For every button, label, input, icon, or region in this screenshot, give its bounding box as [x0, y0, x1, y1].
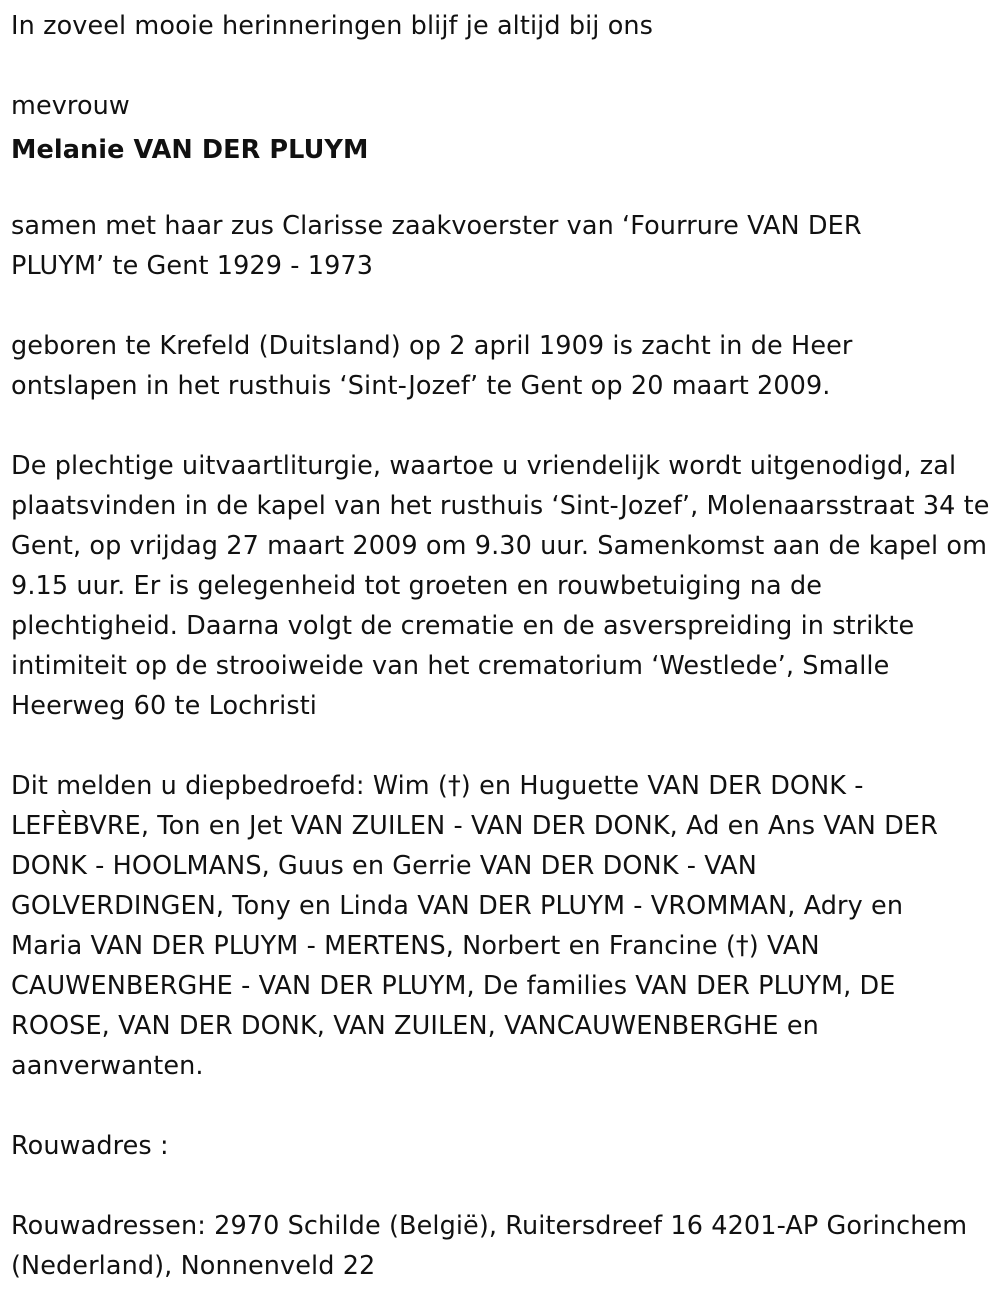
- address-details: Rouwadressen: 2970 Schilde (België), Ruitersdreef 16 4201-AP Gorinchem (Nederland), Nonnenveld 22: [11, 1211, 968, 1281]
- announcement-paragraph: Dit melden u diepbedroefd: Wim (†) en Huguette VAN DER DONK - LEFÈBVRE, Ton en Jet VAN ZUILEN - VAN DER DONK, Ad en Ans VAN DER DONK - HOOLMANS, Guus en Gerrie VAN DER DONK - VAN GOLVERDINGEN, Tony en Linda VAN DER PLUYM - VROMMAN, Adry en Maria VAN DER PLUYM - MERTENS, Norbert en Francine (†) VAN CAUWENBERGHE - VAN DER PLUYM, De families VAN DER PLUYM, DE ROOSE, VAN DER DONK, VAN ZUILEN, VANCAUWENBERGHE en aanverwanten.: [11, 771, 938, 1081]
- spacer: [11, 726, 990, 766]
- spacer: [11, 1086, 990, 1126]
- birth-death-paragraph: geboren te Krefeld (Duitsland) op 2 april 1909 is zacht in de Heer ontslapen in het rusthuis ‘Sint-Jozef’ te Gent op 20 maart 2009.: [11, 331, 853, 401]
- address-label: Rouwadres :: [11, 1131, 169, 1161]
- spacer: [11, 1166, 990, 1206]
- spacer: [11, 174, 990, 206]
- motto: In zoveel mooie herinneringen blijf je altijd bij ons: [11, 11, 654, 41]
- funeral-paragraph: De plechtige uitvaartliturgie, waartoe u vriendelijk wordt uitgenodigd, zal plaatsvinden in de kapel van het rusthuis ‘Sint-Jozef’, Molenaarsstraat 34 te Gent, op vrijdag 27 maart 2009 om 9.30 uur. Samenkomst aan de kapel om 9.15 uur. Er is gelegenheid tot groeten en rouwbetuiging na de plechtigheid. Daarna volgt de crematie en de asverspreiding in strikte intimiteit op de strooiweide van het crematorium ‘Westlede’, Smalle Heerweg 60 te Lochristi: [11, 451, 990, 721]
- career-paragraph: samen met haar zus Clarisse zaakvoerster van ‘Fourrure VAN DER PLUYM’ te Gent 1929 - 1973: [11, 211, 862, 281]
- spacer: [11, 46, 990, 86]
- spacer: [11, 286, 990, 326]
- deceased-name: Melanie VAN DER PLUYM: [11, 135, 369, 165]
- salutation: mevrouw: [11, 91, 130, 121]
- spacer: [11, 406, 990, 446]
